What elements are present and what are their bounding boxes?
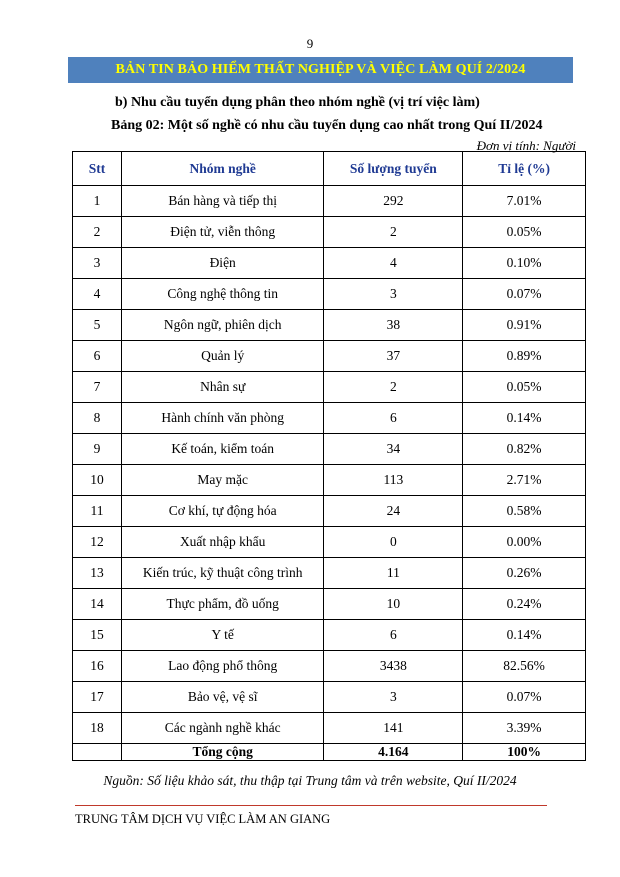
row-recruit-count: 292 [324,186,463,217]
row-stt: 8 [73,403,122,434]
row-occupation-group: Kiến trúc, kỹ thuật công trình [121,558,324,589]
row-occupation-group: Công nghệ thông tin [121,279,324,310]
row-recruit-count: 3 [324,279,463,310]
total-label: Tổng cộng [121,744,324,761]
row-occupation-group: Quản lý [121,341,324,372]
row-stt: 7 [73,372,122,403]
table-row [73,589,586,620]
footer-organization: TRUNG TÂM DỊCH VỤ VIỆC LÀM AN GIANG [75,812,331,826]
row-stt: 4 [73,279,122,310]
table-row [73,279,586,310]
row-occupation-group: Xuất nhập khẩu [121,527,324,558]
row-stt: 1 [73,186,122,217]
table-row [73,341,586,372]
table-row [73,465,586,496]
row-ratio: 0.00% [463,527,586,558]
row-ratio: 3.39% [463,713,586,744]
row-recruit-count: 6 [324,620,463,651]
row-recruit-count: 10 [324,589,463,620]
section-heading: b) Nhu cầu tuyển dụng phân theo nhóm nghề (vị trí việc làm) [115,95,480,110]
total-count: 4.164 [324,744,463,761]
row-ratio: 0.05% [463,372,586,403]
table-row [73,310,586,341]
row-recruit-count: 113 [324,465,463,496]
row-occupation-group: Cơ khí, tự động hóa [121,496,324,527]
row-stt: 9 [73,434,122,465]
table-row [73,713,586,744]
row-stt: 6 [73,341,122,372]
table-row [73,186,586,217]
row-stt: 11 [73,496,122,527]
row-recruit-count: 37 [324,341,463,372]
table-header [73,152,586,186]
recruitment-table [72,151,586,761]
row-recruit-count: 3 [324,682,463,713]
table-header-row [73,152,586,186]
row-occupation-group: Ngôn ngữ, phiên dịch [121,310,324,341]
table-row [73,682,586,713]
row-ratio: 0.05% [463,217,586,248]
row-stt: 10 [73,465,122,496]
row-recruit-count: 2 [324,217,463,248]
total-row [73,744,586,761]
row-stt: 5 [73,310,122,341]
table-row [73,403,586,434]
header-occupation-group: Nhóm nghề [121,152,324,186]
row-recruit-count: 3438 [324,651,463,682]
row-stt: 17 [73,682,122,713]
row-stt: 16 [73,651,122,682]
row-ratio: 82.56% [463,651,586,682]
row-occupation-group: Thực phẩm, đồ uống [121,589,324,620]
row-occupation-group: Bán hàng và tiếp thị [121,186,324,217]
table-body [73,186,586,744]
table-row [73,620,586,651]
table-row [73,217,586,248]
row-ratio: 0.24% [463,589,586,620]
row-occupation-group: May mặc [121,465,324,496]
row-occupation-group: Lao động phổ thông [121,651,324,682]
row-recruit-count: 11 [324,558,463,589]
header-stt: Stt [73,152,122,186]
row-ratio: 0.14% [463,620,586,651]
row-ratio: 0.14% [463,403,586,434]
header-recruit-count: Số lượng tuyển [324,152,463,186]
row-ratio: 0.26% [463,558,586,589]
row-ratio: 0.91% [463,310,586,341]
row-occupation-group: Hành chính văn phòng [121,403,324,434]
table-row [73,248,586,279]
table-row [73,651,586,682]
source-note: Nguồn: Số liệu khảo sát, thu thập tại Trung tâm và trên website, Quí II/2024 [103,773,517,788]
row-stt: 2 [73,217,122,248]
row-recruit-count: 2 [324,372,463,403]
row-ratio: 0.82% [463,434,586,465]
row-stt: 12 [73,527,122,558]
row-ratio: 0.89% [463,341,586,372]
row-ratio: 0.58% [463,496,586,527]
row-occupation-group: Nhân sự [121,372,324,403]
row-stt: 13 [73,558,122,589]
row-ratio: 7.01% [463,186,586,217]
row-recruit-count: 0 [324,527,463,558]
total-ratio: 100% [463,744,586,761]
row-occupation-group: Y tế [121,620,324,651]
row-stt: 15 [73,620,122,651]
table-caption: Bảng 02: Một số nghề có nhu cầu tuyển dụng cao nhất trong Quí II/2024 [111,118,543,133]
row-recruit-count: 24 [324,496,463,527]
row-recruit-count: 6 [324,403,463,434]
row-stt: 18 [73,713,122,744]
row-recruit-count: 141 [324,713,463,744]
table-row [73,558,586,589]
row-stt: 3 [73,248,122,279]
row-occupation-group: Điện [121,248,324,279]
row-stt: 14 [73,589,122,620]
row-recruit-count: 4 [324,248,463,279]
row-occupation-group: Các ngành nghề khác [121,713,324,744]
row-ratio: 0.10% [463,248,586,279]
row-occupation-group: Bảo vệ, vệ sĩ [121,682,324,713]
table-row [73,527,586,558]
table-row [73,434,586,465]
row-recruit-count: 34 [324,434,463,465]
page-number: 9 [306,36,314,51]
table-row [73,496,586,527]
banner-title: BẢN TIN BẢO HIỂM THẤT NGHIỆP VÀ VIỆC LÀM QUÍ 2/2024 [68,57,573,83]
footer-divider [75,805,547,806]
row-recruit-count: 38 [324,310,463,341]
header-ratio: Tỉ lệ (%) [463,152,586,186]
row-occupation-group: Kế toán, kiểm toán [121,434,324,465]
row-occupation-group: Điện tử, viễn thông [121,217,324,248]
row-ratio: 0.07% [463,682,586,713]
row-ratio: 2.71% [463,465,586,496]
table-row [73,372,586,403]
total-stt-cell [73,744,122,761]
unit-note: Đơn vị tính: Người [476,138,576,153]
row-ratio: 0.07% [463,279,586,310]
